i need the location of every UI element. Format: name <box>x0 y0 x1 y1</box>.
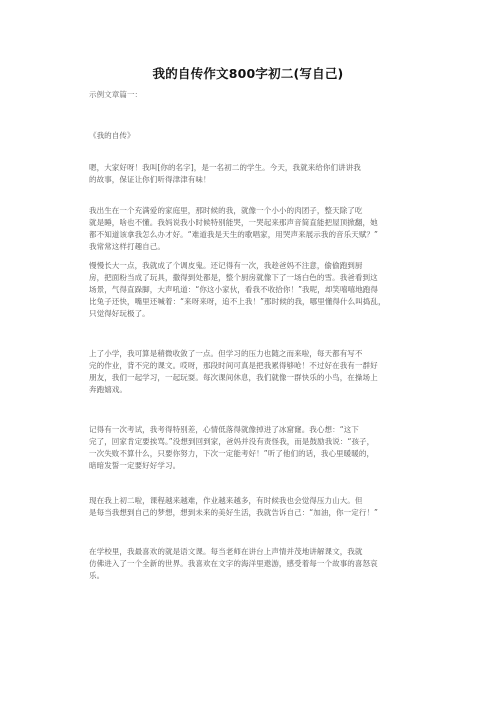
paragraph-line: 我出生在一个充满爱的家庭里，那时候的我，就像一个小小的肉团子，整天除了吃 <box>89 206 363 215</box>
paragraph-3 <box>89 260 407 320</box>
paragraph-line: 比兔子还快，嘴里还喊着：“来呀来呀，追不上我！”那时候的我，哪里懂得什么叫捣乱， <box>89 297 386 306</box>
paragraph-line: 只觉得好玩极了。 <box>89 309 150 318</box>
paragraph-line: 一次失败不算什么，只要你努力，下次一定能考好！”听了他们的话，我心里暖暖的， <box>89 449 375 458</box>
paragraph-line: 乐。 <box>89 571 105 580</box>
paragraph-line: 暗暗发誓一定要好好学习。 <box>89 461 181 470</box>
paragraph-5 <box>89 424 407 472</box>
paragraph-line: 房，把面粉当成了玩具，撒得到处都是，整个厨房就像下了一场白色的雪。我爸看到这 <box>89 273 378 282</box>
paragraph-line: 记得有一次考试，我考得特别差，心情低落得就像掉进了冰窟窿。我心想：“这下 <box>89 425 359 434</box>
paragraph-line: 现在我上初二啦，课程越来越难，作业越来越多，有时候我也会觉得压力山大。但 <box>89 496 363 505</box>
paragraph-line: 嗯，大家好呀！我叫[你的名字]，是一名初二的学生。今天，我就来给你们讲讲我 <box>89 163 361 172</box>
paragraph-6 <box>89 495 407 519</box>
example-label: 示例文章篇一： <box>89 90 143 99</box>
paragraph-line: 我常常这样打趣自己。 <box>89 242 165 251</box>
essay-title: 《我的自传》 <box>89 131 135 140</box>
paragraph-line: 场景，气得直跺脚，大声吼道：“你这小家伙，看我不收拾你！”我呢，却笑嘻嘻地跑得 <box>89 285 379 294</box>
paragraph-2 <box>89 205 407 253</box>
paragraph-line: 是每当我想到自己的梦想，想到未来的美好生活，我就告诉自己：“加油，你一定行！” <box>89 508 379 517</box>
paragraph-line: 朋友，我们一起学习，一起玩耍。每次课间休息，我们就像一群快乐的小鸟，在操场上 <box>89 373 378 382</box>
paragraph-1 <box>89 162 407 186</box>
paragraph-7 <box>89 546 407 582</box>
paragraph-line: 都不知道该拿我怎么办才好。“难道我是天生的歌唱家，用哭声来展示我的音乐天赋？” <box>89 230 379 239</box>
paragraph-line: 慢慢长大一点，我就成了个调皮鬼。还记得有一次，我趁爸妈不注意，偷偷跑到厨 <box>89 261 363 270</box>
paragraph-line: 完的作业，背不完的课文。哎呀，那段时间可真是把我累得够呛！不过好在我有一群好 <box>89 361 378 370</box>
paragraph-line: 完了，回家肯定要挨骂。”没想到回到家，爸妈并没有责怪我，而是鼓励我说：“孩子， <box>89 437 375 446</box>
paragraph-line: 的故事，保证让你们听得津津有味！ <box>89 175 211 184</box>
paragraph-4 <box>89 348 407 396</box>
paragraph-line: 上了小学，我可算是稍微收敛了一点。但学习的压力也随之而来啦，每天都有写不 <box>89 349 363 358</box>
document-title: 我的自传作文800字初二(写自己) <box>152 66 344 81</box>
paragraph-line: 就是睡，啥也不懂。我妈说我小时候特别能哭，一哭起来那声音简直能把屋顶掀翻，她 <box>89 218 378 227</box>
paragraph-line: 奔跑嬉戏。 <box>89 385 127 394</box>
paragraph-line: 在学校里，我最喜欢的就是语文课。每当老师在讲台上声情并茂地讲解课文，我就 <box>89 547 363 556</box>
paragraph-line: 仿佛进入了一个全新的世界。我喜欢在文字的海洋里遨游，感受着每一个故事的喜怒哀 <box>89 559 378 568</box>
